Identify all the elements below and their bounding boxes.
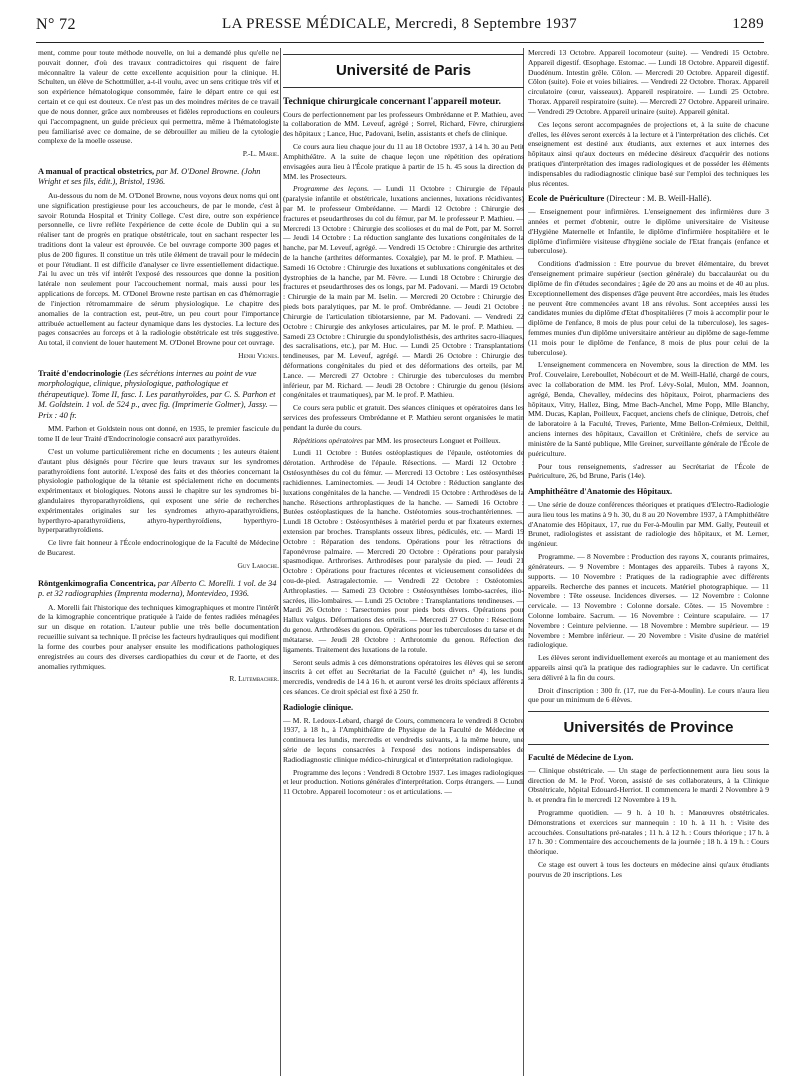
notice-body: — Enseignement pour infirmières. L'enseignement des infirmières dure 3 années et permet d'obtenir, outre le diplôme universitaire de Visiteuse d'Hygiène Maternelle et Infantile, le diplôme d'infirmière hospitalière et le diplôme d'infirmière visiteuse d'hygiène sociale de l'Etat français (enfance et tuberculose).: [528, 207, 769, 256]
notice-body: Ce cours aura lieu chaque jour du 11 au 18 Octobre 1937, à 14 h. 30 au Petit Amphithéâtre. A la suite de chaque leçon une répétition des opérations envisagées aura lieu à l'École pratique à partir de 15 h. 45 sous la direction de MM. les Prosecteurs.: [283, 142, 524, 181]
review-reference: (Les sécrétions internes au point de vue morphologique, clinique, physiologique, pathologique et thérapeutique). Tome II, fasc. I. Les parathyroïdes, par C. S. Parhon et M. Goldstein. 1 vol. de 524 p., avec fig. (Imprimerie Goltner), Jassy. — Prix : 40 fr.: [38, 368, 278, 420]
school-name: Ecole de Puériculture: [528, 194, 605, 204]
section-heading: Université de Paris: [283, 54, 524, 88]
notice-title: Technique chirurgicale concernant l'appareil moteur.: [283, 95, 501, 107]
school-director: (Directeur : M. B. Weill-Hallé).: [606, 194, 712, 204]
notice-body: Ce stage est ouvert à tous les docteurs en médecine ainsi qu'aux étudiants pourvus de 20 inscriptions. Les: [528, 860, 769, 879]
notice-body: Programme quotidien. — 9 h. à 10 h. : Manœuvres obstétricales. Démonstrations et exercices sur mannequin : 10 h. à 11 h. : Visite des accouchées. Consultations pré-natales ; 11 h. à 12 h. : Cours théorique ; 17 h. à 17 h. 30 : Commentaire des accouchements de la journée ; 18 h. à 19 h. : Cours théorique.: [528, 808, 769, 857]
notice-program: Lundi 11 Octobre : Butées ostéoplastiques de l'épaule, ostéotomies de dérotation. Arthrodèse de l'épaule. Résections. — Mardi 12 Octobre : Ostéosynthèses du col du fémur. — Mercredi 13 Octobre : Les ostéosynthèses rachidiennes. Laminectomies. — Jeudi 14 Octobre : Réduction sanglante des luxations congénitales de la hanche. — Vendredi 15 Octobre : Arthrodèses de la hanche. Résections arthroplastiques de la hanche. — Samedi 16 Octobre : Butées ostéoplastiques de la hanche. Ostéotomies sous-trochantériennes. — Lundi 18 Octobre : Ostéosynthèses à matériel perdu et par fixateurs externes, extension par broches. Transplants osseux libres, pédiculés, etc. — Mardi 19 Octobre : Réparation des tendons. Opérations pour les rétractions de l'aponévrose palmaire. — Mercredi 20 Octobre : Opérations pour paralysie spasmodique. Arthrorises. Arthrodèses pour paralysie du pied. — Jeudi 21 Octobre : Opérations pour fractures récentes et vicieusement consolidées du cou-de-pied. Astragalectomie. — Vendredi 22 Octobre : Ostéotomies. Arthroplasties. — Samedi 23 Octobre : Ostéosynthèses lombo-sacrées, ilio-sacrées, ilio-lombaires. — Lundi 25 Octobre : Transplantations tendineuses. — Mardi 26 Octobre : Tarsectomies pour pieds bots divers. Opérations pour Hallux valgus. Déformations des orteils. — Mercredi 27 Octobre : Résections du genou. Arthrodèses du genou. Opérations pour les tuberculoses du tarse et du métatarse. — Jeudi 28 Octobre : Arthrotomie du genou. Réfection des ligaments. Traitement des luxations de la rotule.: [283, 448, 524, 654]
column-middle: [283, 48, 524, 1076]
review-reference: par Alberto C. Morelli. 1 vol. de 34 p. et 32 radiographies (Imprenta moderna), Montevideo, 1936.: [38, 578, 277, 599]
review-heading: [38, 167, 279, 188]
program-label: Programme des leçons.: [293, 184, 369, 194]
notice-title: [528, 194, 769, 205]
review-reference: par M. O'Donel Browne. (John Wright et ses fils, édit.), Bristol, 1936.: [38, 166, 261, 187]
review-signature: R. Lutembacher.: [229, 674, 279, 684]
notice-body: Mercredi 13 Octobre. Appareil locomoteur (suite). — Vendredi 15 Octobre. Appareil digestif. Œsophage. Estomac. — Lundi 18 Octobre. Appareil digestif. Duodénum. Intestin grêle. Côlon. — Mercredi 20 Octobre. Appareil digestif. Côlon (suite). Foie et voies biliaires. — Vendredi 22 Octobre. Thorax. Appareil circulatoire (cœur, vaisseaux). Appareil respiratoire. — Lundi 25 Octobre. Thorax. Appareil respiratoire (suite). — Mercredi 27 Octobre. Appareil urinaire. — Vendredi 29 Octobre. Appareil urinaire (suite). Appareil génital.: [528, 48, 769, 116]
notice-body: — Une série de douze conférences théoriques et pratiques d'Electro-Radiologie aura lieu tous les matins à 9 h. 30, du 8 au 20 Novembre 1937, à l'Amphithéâtre d'Anatomie des Hôpitaux, 17, rue du Fer-à-Moulin par MM. Gally, Peuteuil et Brunet, radiologistes et assistant de radiologie des hôpitaux, et M. Lerner, ingénieur.: [528, 500, 769, 549]
notice-body: Pour tous renseignements, s'adresser au Secrétariat de l'École de Puériculture, 26, bd Brune, Paris (14e).: [528, 461, 769, 481]
review-body: A. Morelli fait l'historique des techniques kimographiques et montre l'intérêt de la kimographie concentrique pratiquée à l'aide de fentes radiées ménagées sur un disque en rotation. L'auteur publie une très belle documentation recueillie suivant sa technique. Il précise les facteurs hydrauliques qui modifient la forme des courbes pour analyser ensuite les modifications pathologiques enregistrées au cours des diverses cardiopathies du cœur et de l'aorte, et des anomalies rythmiques.: [38, 602, 279, 671]
review-signature: Henri Vignes.: [238, 350, 279, 360]
section-heading: Universités de Province: [528, 711, 769, 745]
review-body: C'est un volume particulièrement riche en documents ; les auteurs étaient d'autant plus désignés pour l'écrire que leurs travaux sur les syndromes parathyroïdiens font autorité. L'exposé des faits et des théories concernant la physiologie pathologique de la tétanie est spécialement riche en documents expérimentaux et biologiques. Notons aussi le chapitre sur les syndromes bi-glandulaires thyroparathyroïdiens, qui exposent une série de recherches expérimentales originales sur les syndromes athyro-aparathyroïdiens, hyperthyro-aparathyroïdiens, athyro-hyperthyroïdiens, hyperthyro-hyperparathyroïdiens.: [38, 446, 279, 535]
column-right: [528, 48, 769, 1076]
review-body: MM. Parhon et Goldstein nous ont donné, en 1935, le premier fascicule du tome II de leur Traité d'Endocrinologie consacré aux parathyroïdes.: [38, 424, 279, 444]
column-left: [38, 48, 279, 1076]
page-number: 1289: [732, 16, 764, 32]
column-divider: [280, 48, 281, 1076]
review-body: Ce livre fait honneur à l'École endocrinologique de la Faculté de Médecine de Bucarest.: [38, 538, 279, 557]
program-text: par MM. les prosecteurs Longuet et Poilleux.: [364, 435, 501, 445]
review-continuation: ment, comme pour toute méthode nouvelle, on lui a demandé plus qu'elle ne pouvait donner, d'où des travaux contradictoires qui risquent de faire méconnaître la valeur de cette excellente acquisition pour la clinique. H. Schulten, un élève de Schottmüller, a-t-il voulu, avec un sens critique très vif et son expérience hématologique consommée, faire le départ entre ce qui est certain et ce qui est douteux. Ce n'est pas un des moindres mérites de ce travail que de nous donner, grâce aux nombreuses et fidèles reproductions en couleurs qui l'accompagnent, un guide précieux qui permettra, même à l'hématologiste peu familiarisé avec ce domaine, de se débrouiller au milieu de la cytologie complexe de la moelle osseuse.: [38, 48, 279, 146]
program-label: Répétitions opératoires: [293, 435, 363, 445]
notice-body: — M. R. Ledoux-Lebard, chargé de Cours, commencera le vendredi 8 Octobre 1937, à 18 h., à l'Amphithéâtre de Physique de la Faculté de Médecine et continuera les lundis, mercredis et vendredis suivants, à la même heure, une série de leçons consacrées à l'exposé des notions indispensables de Radiodiagnostic clinique médico-chirurgical et d'interprétation radiologique.: [283, 715, 524, 764]
notice-body: Conditions d'admission : Etre pourvue du brevet élémentaire, du brevet d'enseignement primaire supérieur (section générale) du baccalauréat ou du diplôme de fin d'études secondaires ; âgée de 20 ans au moins et de 40 au plus. Exceptionnellement des dispenses d'âge peuvent être accordées, mais les études ne peuvent être commencées avant 18 ans révolus. Sont acceptées aussi les candidates munies du diplôme d'Etat d'hospitalières (7 mois à accomplir pour le diplôme de l'enfance, 8 mois de plus pour celui de la tuberculose), les sages-femmes munies d'un diplôme universitaire antérieur au diplôme de sage-femme (11 mois pour le diplôme de l'enfance, 8 mois de plus pour celui de la tuberculose).: [528, 259, 769, 357]
review-title: A manual of practical obstetrics,: [38, 166, 155, 176]
notice-body: Programme des leçons : Vendredi 8 Octobre 1937. Les images radiologiques et leur production. Notions générales d'interprétation. Corps étrangers. — Lundi 11 Octobre. Appareil locomoteur : os et articulations. —: [283, 767, 524, 797]
review-heading: [38, 579, 279, 600]
notice-body: Ce cours sera public et gratuit. Des séances cliniques et opératoires dans les services des professeurs Ombrédanne et P. Mathieu seront organisées le matin pendant la durée du cours.: [283, 403, 524, 432]
notice-title: Faculté de Médecine de Lyon.: [528, 752, 634, 762]
review-title: Traité d'endocrinologie: [38, 368, 122, 378]
notice-body: Programme. — 8 Novembre : Production des rayons X, courants primaires, générateurs. — 9 Novembre : Montages des appareils. Tubes à rayons X, supports. — 10 Novembre : Pratiques de la radiographie avec différents appareils. Recherche des pannes et incucets. Matériel photographique. — 11 Novembre : Tête osseuse. Incidences diverses. — 12 Novembre : Colonne cervicale. — 13 Novembre : Colonne dorsale. Côtes. — 15 Novembre : Colonne lombaire. Sacrum. — 16 Novembre : Ceinture scapulaire. — 17 Novembre : Ceinture pelvienne. — 18 Novembre : Membre supérieur. — 19 Novembre : Membre inférieur. — 20 Novembre : Visite d'usine de matériel radiologique.: [528, 552, 769, 650]
notice-body: Ces leçons seront accompagnées de projections et, à la suite de chacune d'elles, les élèves seront exercés à la lecture et à l'interprétation des clichés. Cet enseignement est destiné aux étudiants, aux externes et aux internes des hôpitaux ainsi qu'aux docteurs en médecine désireux d'acquérir des notions pratiques d'interprétation des images radiologiques et de posséder les éléments indispensables du radiodiagnostic clinique basé sur l'emploi des techniques les plus récentes.: [528, 119, 769, 188]
review-signature: Guy Laroche.: [237, 560, 279, 570]
notice-body: Droit d'inscription : 300 fr. (17, rue du Fer-à-Moulin). Le cours n'aura lieu que pour un minimum de 6 élèves.: [528, 685, 769, 705]
review-title: Röntgenkimografia Concentrica,: [38, 578, 156, 588]
notice-title: Radiologie clinique.: [283, 702, 354, 712]
review-heading: [38, 369, 279, 422]
notice-body: L'enseignement commencera en Novembre, sous la direction de MM. les Prof. Couvelaire, Lereboullet, Nobécourt et de M. Weill-Hallé, chargé de cours, avec la collaboration de MM. les Prof. Lévy-Solal, Mulon, MM. Joannon, agrégé, Benda, Chevalley, médecins des hôpitaux, Poirot, pharmaciens des hôpitaux, Vitry, Hallez, Bing, Mme Bach-Anchel, Mme Popp, Mlle Blanchy, MM. Ducas, Kaplan, Poilleux, Facquet, anciens chefs de clinique, Detrois, chef de laboratoire à la Faculté, Treves, Pariente, Mme Bellon-Crémieux, Delthil, anciens internes des hôpitaux, Cavaillon et Crétinière, chefs de service au ministère de la Santé publique, Mlle Greiner, surveillante générale de l'École de puériculture.: [528, 360, 769, 458]
notice-program: [283, 436, 524, 446]
notice-title: Amphithéâtre d'Anatomie des Hôpitaux.: [528, 487, 673, 497]
header-rule: [36, 42, 764, 43]
notice-body: Cours de perfectionnement par les professeurs Ombrédanne et P. Mathieu, avec la collaboration de MM. Leveuf, agrégé ; Sorrel, Richard, Fèvre, chirurgiens des hôpitaux ; Lance, Huc, Padovani, Iselin, assistants et chefs de clinique.: [283, 109, 524, 139]
program-text: — Lundi 11 Octobre : Chirurgie de l'épaule (paralysie infantile et obstétricale, luxations anciennes, luxations récidivantes) par M. le professeur Ombrédanne. — Mardi 12 Octobre : Chirurgie des fractures et pseudarthroses du col du fémur, par M. le professeur P. Mathieu. — Mercredi 13 Octobre : Chirurgie des scolioses et du mal de Pott, par M. Sorrel. — Jeudi 14 Octobre : La réduction sanglante des luxations congénitales de la hanche, par M. Leveuf, agrégé. — Vendredi 15 Octobre : Chirurgie des arthrites de la hanche (arthrites déformantes. Coxalgie), par M. le prof. P. Mathieu. — Samedi 16 Octobre : Chirurgie des luxations et subluxations congénitales et des dystrophies de la hanche, par M. Fèvre. — Lundi 18 Octobre : Chirurgie des fractures et pseudarthroses des os longs, par M. Padovani. — Mardi 19 Octobre : Chirurgie de la main par M. Iselin. — Mercredi 20 Octobre : Chirurgie des pieds bots paralytiques, par M. le prof. Ombrédanne. — Jeudi 21 Octobre : Chirurgie de l'articulation tibiotarsienne, par M. Padovani. — Vendredi 22 Octobre : Chirurgie des ankyloses articulaires, par M. le prof. P. Mathieu. — Samedi 23 Octobre : Chirurgie du spondylolisthésis, des arthrites sacro-iliaques, des sacralisations, etc.), par M. Huc. — Lundi 25 Octobre : Transplantations tendineuses, par M. Leveuf, agrégé. — Mardi 26 Octobre : Chirurgie des déformations congénitales du pied et des déformations des orteils, par M. Lance. — Mercredi 27 Octobre : Chirurgie des tuberculoses du membre inférieur, par M. Richard. — Jeudi 28 Octobre : Chirurgie du genou (lésions congénitales et traumatiques), par M. le prof. P. Mathieu.: [283, 184, 524, 400]
notice-body: — Clinique obstétricale. — Un stage de perfectionnement aura lieu sous la direction de M. le Prof. Voron, assisté de ses collaborateurs, à la Clinique Obstétricale, hôpital Edouard-Herriot. Il commencera le mardi 2 Novembre à 9 h. et prendra fin le mercredi 12 Novembre à 19 h.: [528, 765, 769, 805]
review-signature: P.-L. Marie.: [242, 149, 279, 159]
review-body: Au-dessous du nom de M. O'Donel Browne, nous voyons deux noms qui ont une signification prestigieuse pour les accoucheurs, de par le monde, c'est à savoir Rotunda Hospital et Trinity College. C'est dire, outre son expérience personnelle, ce livre reflète l'expérience de cette école de Dublin qui a su réaliser tant de progrès en pratique obstétricale, tout en sachant respecter les traditions dont la valeur est éprouvée. Ce bel ouvrage comporte 300 pages et plus de 200 figures. Il constitue un très utile élément de travail pour le médecin et pour l'étudiant. Il est difficile d'analyser ce livre essentiellement didactique. J'ai lu avec un très vif intérêt l'exposé des ressources que donne la position latérale non seulement pour l'accouchement normal, mais aussi pour les applications de forceps. M. O'Donel Browne reste partisan en cas d'hémorragie de l'injection rétromammaire de sérum physiologique. Le chapitre des anomalies de la contraction est, peut-être, un peu court pour l'importance attribuée actuellement au facteur dynamique dans les dystocies. La lecture des pages consacrées au forceps et à la radiologie obstétricale est très suggestive. Au total, il convient de louer hautement M. O'Donel Browne pour cet ouvrage.: [38, 190, 279, 348]
page-header: [36, 6, 764, 40]
running-title: LA PRESSE MÉDICALE, Mercredi, 8 Septembre 1937: [222, 16, 578, 32]
notice-body: Seront seuls admis à ces démonstrations opératoires les élèves qui se seront inscrits à cet effet au Secrétariat de la Faculté (guichet n° 4), les lundis, mercredis, vendredis de 14 à 16 h. et auront versé les droits spéciaux afférents à ces séances. Ce droit spécial est fixé à 250 fr.: [283, 657, 524, 696]
notice-body: Les élèves seront individuellement exercés au montage et au maniement des appareils ainsi qu'à la pratique des radiographies sur le cadavre. Un certificat sera délivré à la fin du cours.: [528, 653, 769, 682]
notice-program: [283, 184, 524, 400]
issue-number: N° 72: [36, 16, 76, 33]
